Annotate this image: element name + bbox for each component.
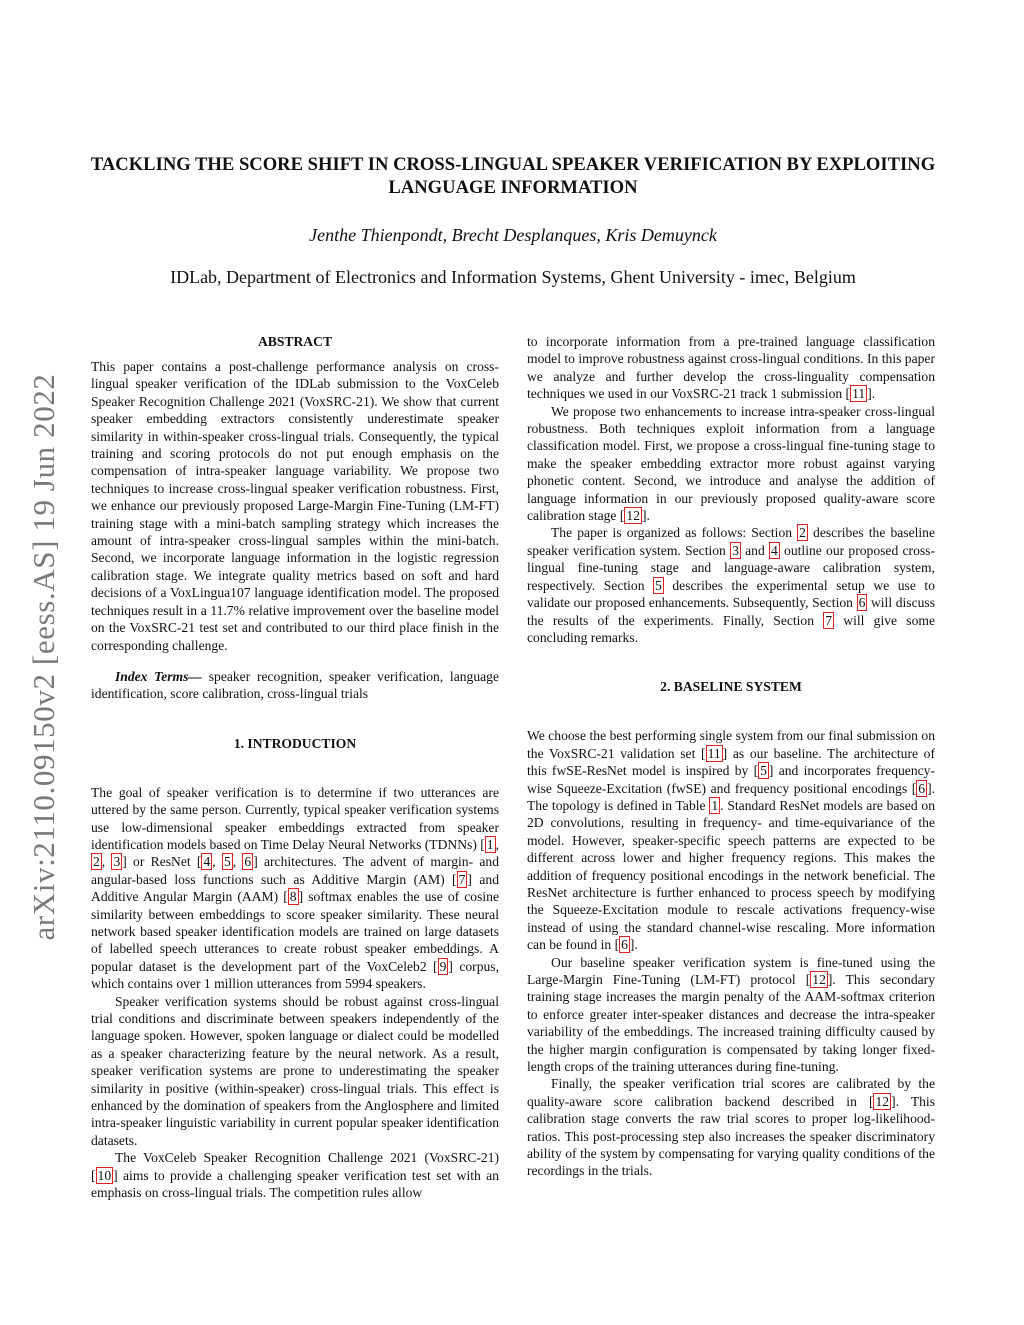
- citation-link[interactable]: 5: [760, 763, 767, 779]
- section-link[interactable]: 3: [732, 542, 739, 558]
- section-link[interactable]: 4: [771, 542, 778, 558]
- intro-heading: 1. INTRODUCTION: [233, 735, 357, 751]
- citation-link[interactable]: 6: [918, 780, 926, 796]
- baseline-paragraph-3: Finally, the speaker verification trial scores are calibrated by the quality-aware score calibration backend described in [ 12 ]. This calibration stage converts the raw trial scores to proper log-likelihood-ratios. This post-processing step also increases the speaker discriminatory ability of the system by compensating for varying quality conditions of the recordings in the trials.: [527, 1076, 935, 1179]
- citation-link[interactable]: 11: [707, 745, 721, 761]
- citation-link[interactable]: 11: [852, 386, 866, 402]
- citation-link[interactable]: 1: [486, 836, 494, 852]
- baseline-paragraph-2: Our baseline speaker verification system is fine-tuned using the Large-Margin Fine-Tuning (LM-FT) protocol [ 12 ]. This secondary training stage increases the margin penalty of the AAM-softmax criterion to enforce greater inter-speaker distances and decrease the intra-speaker variability of the embeddings. The increased training difficulty caused by the higher margin configuration is compensated by taking longer fixed-length crops of the training utterances during fine-tuning.: [527, 954, 935, 1075]
- index-terms-text: speaker recognition, speaker verification, language identification, score calibration, cross-lingual trials: [91, 668, 499, 702]
- paper-title: TACKLING THE SCORE SHIFT IN CROSS-LINGUAL SPEAKER VERIFICATION BY EXPLOITING LANGUAGE INFORMATION: [90, 154, 936, 198]
- abstract-heading: ABSTRACT: [257, 334, 333, 349]
- section-link[interactable]: 6: [858, 595, 866, 611]
- left-column: [91, 333, 499, 1201]
- intro-paragraph-2: Speaker verification systems should be robust against cross-lingual trial conditions and discriminate between speakers independently of the language spoken. However, spoken language or dialect could be modelled as a speaker characterizing feature by the neural network. As a result, speaker verification systems are prone to underestimating the speaker similarity in positive (within-speaker) cross-lingual trials. This effect is enhanced by the domination of speakers from the Anglosphere and limited intra-speaker linguistic variability in current popular speaker identification datasets.: [91, 993, 499, 1148]
- section-link[interactable]: 5: [655, 577, 662, 593]
- authors: Jenthe Thienpondt, Brecht Desplanques, Kris Demuynck: [309, 225, 717, 245]
- citation-link[interactable]: 2: [93, 854, 100, 870]
- citation-link[interactable]: 12: [626, 508, 640, 524]
- intro-paragraph-3: The VoxCeleb Speaker Recognition Challenge 2021 (VoxSRC-21) [ 10 ] aims to provide a challenging speaker verification test set with an emphasis on cross-lingual trials. The competition rules allow: [91, 1150, 499, 1201]
- intro-paragraph-1: The goal of speaker verification is to determine if two utterances are uttered by the same person. Currently, typical speaker verification systems use low-dimensional speaker embeddings extracted from speaker identification models based on Time Delay Neural Networks (TDNNs) [ 1 , 2 , 3 ] or ResNet [ 4 , 5 , 6 ] architectures. The advent of margin- and angular-based loss functions such as Additive Margin (AM) [ 7 ] and Additive Angular Margin (AAM) [ 8 ] softmax enables the use of cosine similarity between embeddings to score speaker similarity. These neural network based speaker identification models are trained on large datasets of labelled speech utterances to create robust speaker embeddings. A popular dataset is the development part of the VoxCeleb2 [ 9 ] corpus, which contains over 1 million utterances from 5994 speakers.: [91, 784, 500, 992]
- index-terms: [91, 668, 499, 703]
- intro-paragraph-5: The paper is organized as follows: Section 2 describes the baseline speaker verification system. Section 3 and 4 outline our proposed cross-lingual fine-tuning stage and language-aware calibration system, respectively. Section 5 describes the experimental setup we use to validate our proposed enhancements. Subsequently, Section 6 will discuss the results of the experiments. Finally, Section 7 will give some concluding remarks.: [527, 525, 936, 645]
- citation-link[interactable]: 12: [812, 972, 826, 987]
- baseline-heading: 2. BASELINE SYSTEM: [660, 679, 802, 695]
- right-column: [527, 333, 935, 1180]
- citation-link[interactable]: 6: [244, 854, 252, 870]
- citation-link[interactable]: 4: [203, 854, 211, 870]
- index-terms-label: Index Terms—: [115, 668, 203, 684]
- intro-paragraph-3-cont: to incorporate information from a pre-trained language classification model to improve robustness against cross-lingual conditions. In this paper we analyze and further develop the cross-linguality compensation techniques we used in our VoxSRC-21 track 1 submission [ 11 ].: [527, 334, 935, 402]
- intro-paragraph-4: We propose two enhancements to increase intra-speaker cross-lingual robustness. Both techniques exploit information from a language classification model. First, we propose a cross-lingual fine-tuning stage to make the speaker embedding extractor more robust against varying phonetic content. Second, we introduce and analyse the addition of language information in our previously proposed quality-aware score calibration stage [ 12 ].: [527, 403, 935, 524]
- arxiv-stamp: arXiv:2110.09150v2 [eess.AS] 19 Jun 2022: [26, 373, 61, 941]
- citation-link[interactable]: 12: [875, 1093, 890, 1109]
- citation-link[interactable]: 3: [113, 854, 121, 870]
- affiliation: IDLab, Department of Electronics and Information Systems, Ghent University - imec, Belgium: [170, 267, 856, 287]
- baseline-paragraph-1: We choose the best performing single system from our final submission on the VoxSRC-21 validation set [ 11 ] as our baseline. The architecture of this fwSE-ResNet model is inspired by [ 5 ] and incorporates frequency-wise Squeeze-Excitation (fwSE) and frequency positional encodings [ 6 ]. The topology is defined in Table 1 . Standard ResNet models are based on 2D convolutions, resulting in frequency- and time-equivariance of the model. However, speaker-specific speech patterns are expected to be different across lower and higher frequency regions. This makes the addition of frequency positional encodings in the network beneficial. The ResNet architecture is further enhanced to process speech by modifying the Squeeze-Excitation module to rescale activations frequency-wise instead of using the standard channel-wise rescaling. More information can be found in [ 6 ].: [527, 728, 936, 953]
- citation-link[interactable]: 7: [458, 871, 466, 887]
- citation-link[interactable]: 9: [439, 958, 447, 974]
- citation-link[interactable]: 6: [621, 937, 628, 953]
- citation-link[interactable]: 8: [289, 889, 297, 905]
- abstract-text: This paper contains a post-challenge performance analysis on cross-lingual speaker verification of the IDLab submission to the VoxCeleb Speaker Recognition Challenge 2021 (VoxSRC-21). We show that current speaker embedding extractors consistently underestimate speaker similarity in within-speaker cross-lingual trials. Consequently, the typical training and scoring protocols do not put enough emphasis on the compensation of intra-speaker language variability. We propose two techniques to increase cross-lingual speaker verification robustness. First, we enhance our previously proposed Large-Margin Fine-Tuning (LM-FT) training stage with a mini-batch sampling strategy which increases the amount of intra-speaker cross-lingual samples within the mini-batch. Second, we incorporate language information in the logistic regression calibration stage. We integrate quality metrics based on soft and hard decisions of a VoxLingua107 language identification model. The proposed techniques result in a 11.7% relative improvement over the baseline model on the VoxSRC-21 test set and contributed to our third place finish in the corresponding challenge.: [91, 359, 499, 653]
- section-link[interactable]: 7: [825, 612, 833, 628]
- table-link[interactable]: 1: [711, 797, 719, 813]
- citation-link[interactable]: 5: [223, 854, 231, 870]
- section-link[interactable]: 2: [799, 525, 806, 541]
- citation-link[interactable]: 10: [97, 1167, 112, 1183]
